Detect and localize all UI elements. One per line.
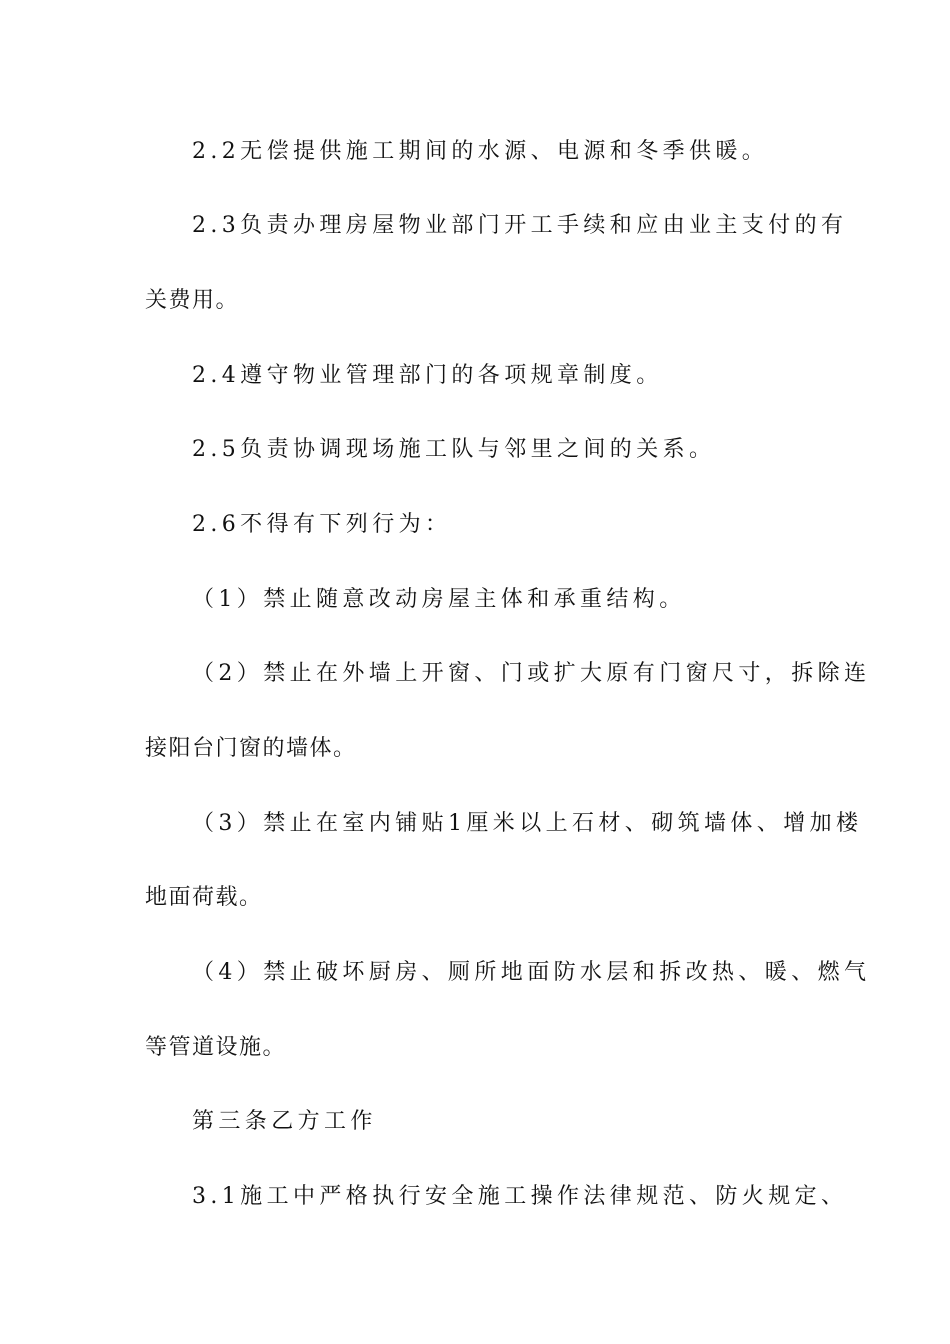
- clause-2-4: 2.4遵守物业管理部门的各项规章制度。: [192, 363, 663, 388]
- item-3: （3）禁止在室内铺贴1厘米以上石材、砌筑墙体、增加楼: [192, 811, 863, 836]
- item-2: （2）禁止在外墙上开窗、门或扩大原有门窗尺寸，拆除连: [192, 661, 871, 686]
- clause-2-3: 2.3负责办理房屋物业部门开工手续和应由业主支付的有: [192, 213, 848, 238]
- item-2-continued: 接阳台门窗的墙体。: [145, 736, 357, 761]
- clause-3-1: 3.1施工中严格执行安全施工操作法律规范、防火规定、: [192, 1184, 848, 1209]
- clause-2-5: 2.5负责协调现场施工队与邻里之间的关系。: [192, 437, 716, 462]
- item-3-continued: 地面荷载。: [145, 885, 263, 910]
- article-3-heading: 第三条乙方工作: [192, 1109, 377, 1134]
- item-1: （1）禁止随意改动房屋主体和承重结构。: [192, 587, 686, 612]
- item-4: （4）禁止破坏厨房、厕所地面防水层和拆改热、暖、燃气: [192, 960, 871, 985]
- clause-2-6: 2.6不得有下列行为：: [192, 512, 452, 537]
- item-4-continued: 等管道设施。: [145, 1035, 287, 1060]
- clause-2-2: 2.2无偿提供施工期间的水源、电源和冬季供暖。: [192, 139, 769, 164]
- clause-2-3-continued: 关费用。: [145, 288, 240, 313]
